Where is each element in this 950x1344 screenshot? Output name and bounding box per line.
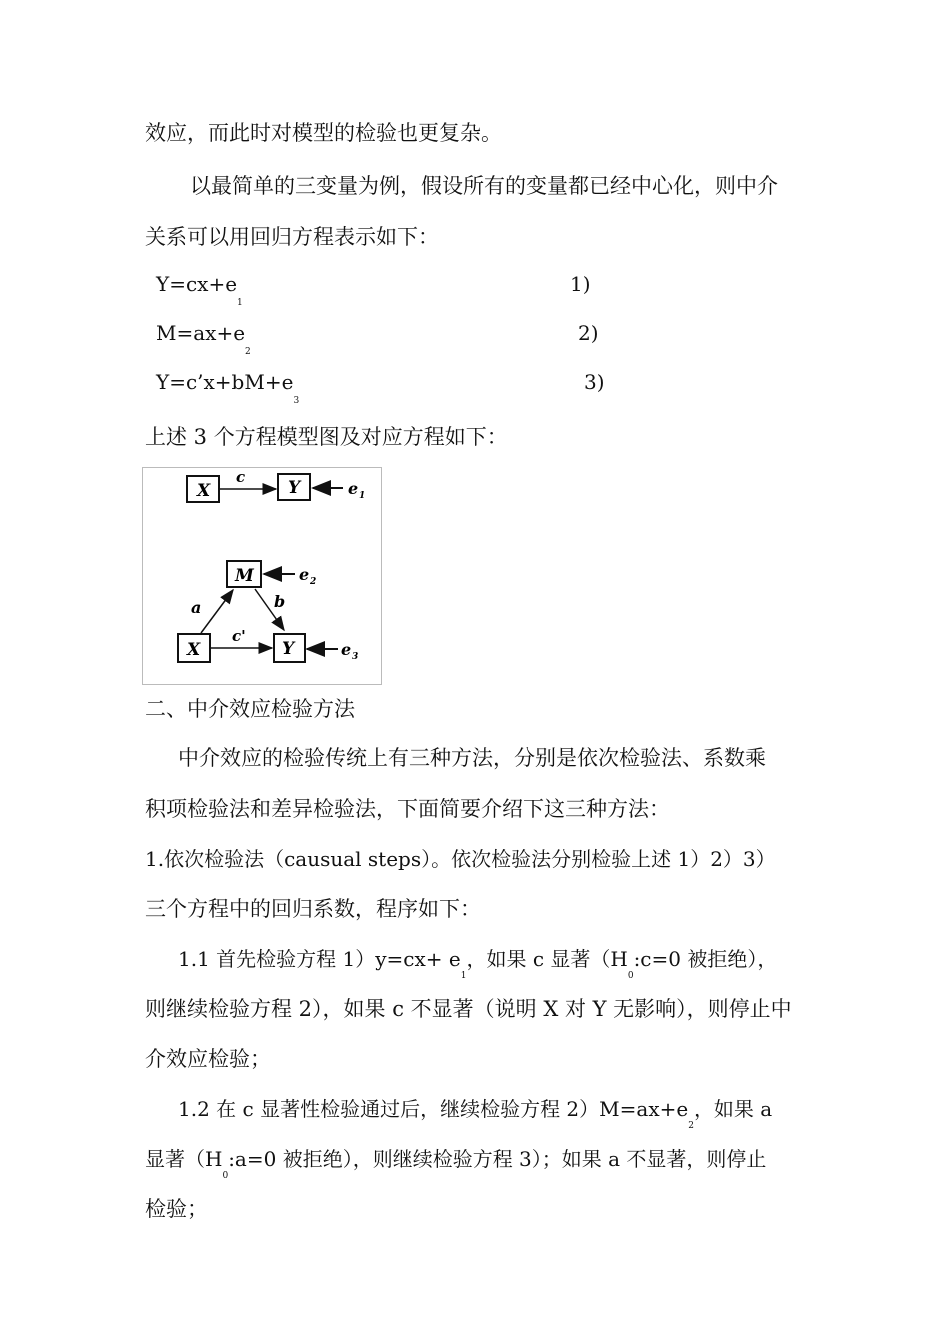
paragraph-line	[145, 1146, 767, 1181]
text-span: 1.1 首先检验方程 1）y=cx+ e	[178, 947, 461, 971]
paragraph-line: 效应，而此时对模型的检验也更复杂。	[145, 121, 502, 145]
x-label: X	[197, 481, 211, 501]
text-span: 显著（H	[145, 1147, 223, 1171]
paragraph-line	[178, 1096, 773, 1131]
section-heading: 二、中介效应检验方法	[145, 697, 355, 721]
a-label: a	[191, 598, 202, 617]
equation-subscript: 1	[237, 298, 243, 308]
e1-label: e	[348, 479, 359, 498]
equation-number: 2)	[578, 321, 599, 345]
x-label-lower: X	[187, 640, 201, 660]
equation-subscript: 2	[245, 347, 251, 357]
paragraph-line: 以最简单的三变量为例，假设所有的变量都已经中心化，则中介	[190, 174, 778, 198]
y-label-lower: Y	[282, 639, 295, 659]
c-prime-label: c'	[232, 627, 246, 645]
equation-number: 3)	[584, 370, 605, 394]
y-label: Y	[288, 478, 301, 498]
c-label: c	[236, 468, 246, 486]
equation-text: Y=cx+e	[156, 272, 238, 296]
e3-subscript: 3	[352, 652, 359, 662]
paragraph-line: 中介效应的检验传统上有三种方法，分别是依次检验法、系数乘	[178, 746, 766, 770]
equation-3	[156, 370, 300, 406]
paragraph-line: 介效应检验；	[145, 1047, 271, 1071]
paragraph-line: 则继续检验方程 2），如果 c 不显著（说明 X 对 Y 无影响），则停止中	[145, 997, 792, 1021]
b-label: b	[274, 592, 286, 611]
text-span: ，如果 c 显著（H	[466, 947, 628, 971]
e2-subscript: 2	[310, 577, 317, 587]
e3-label: e	[341, 640, 352, 659]
text-span: :a=0 被拒绝），则继续检验方程 3）；如果 a 不显著，则停止	[228, 1147, 767, 1171]
paragraph-line: 三个方程中的回归系数，程序如下：	[145, 897, 481, 921]
paragraph-line: 积项检验法和差异检验法，下面简要介绍下这三种方法：	[145, 797, 670, 821]
equation-1	[156, 272, 243, 308]
subscript: 1	[460, 971, 467, 981]
subscript: 0	[627, 971, 634, 981]
paragraph-line: 检验；	[145, 1197, 208, 1221]
equation-text: Y=c’x+bM+e	[156, 370, 294, 394]
e1-subscript: 1	[359, 491, 366, 501]
model-diagram	[143, 468, 381, 684]
text-span: ，如果 a	[693, 1097, 773, 1121]
m-label: M	[235, 566, 254, 586]
subscript: 0	[222, 1171, 229, 1181]
paragraph-line: 上述 3 个方程模型图及对应方程如下：	[145, 425, 508, 449]
text-span: :c=0 被拒绝），	[633, 947, 778, 971]
paragraph-line: 关系可以用回归方程表示如下：	[145, 225, 439, 249]
paragraph-line: 1.依次检验法（causual steps）。依次检验法分别检验上述 1）2）3）	[145, 847, 776, 871]
mediation-model-figure	[142, 467, 382, 685]
a-path-arrow	[201, 590, 233, 633]
subscript: 2	[688, 1121, 694, 1131]
equation-number: 1)	[570, 272, 591, 296]
text-span: 1.2 在 c 显著性检验通过后，继续检验方程 2）M=ax+e	[178, 1097, 689, 1121]
equation-subscript: 3	[293, 396, 300, 406]
equation-2	[156, 321, 251, 357]
paragraph-line	[178, 946, 778, 981]
equation-text: M=ax+e	[156, 321, 246, 345]
e2-label: e	[299, 565, 310, 584]
